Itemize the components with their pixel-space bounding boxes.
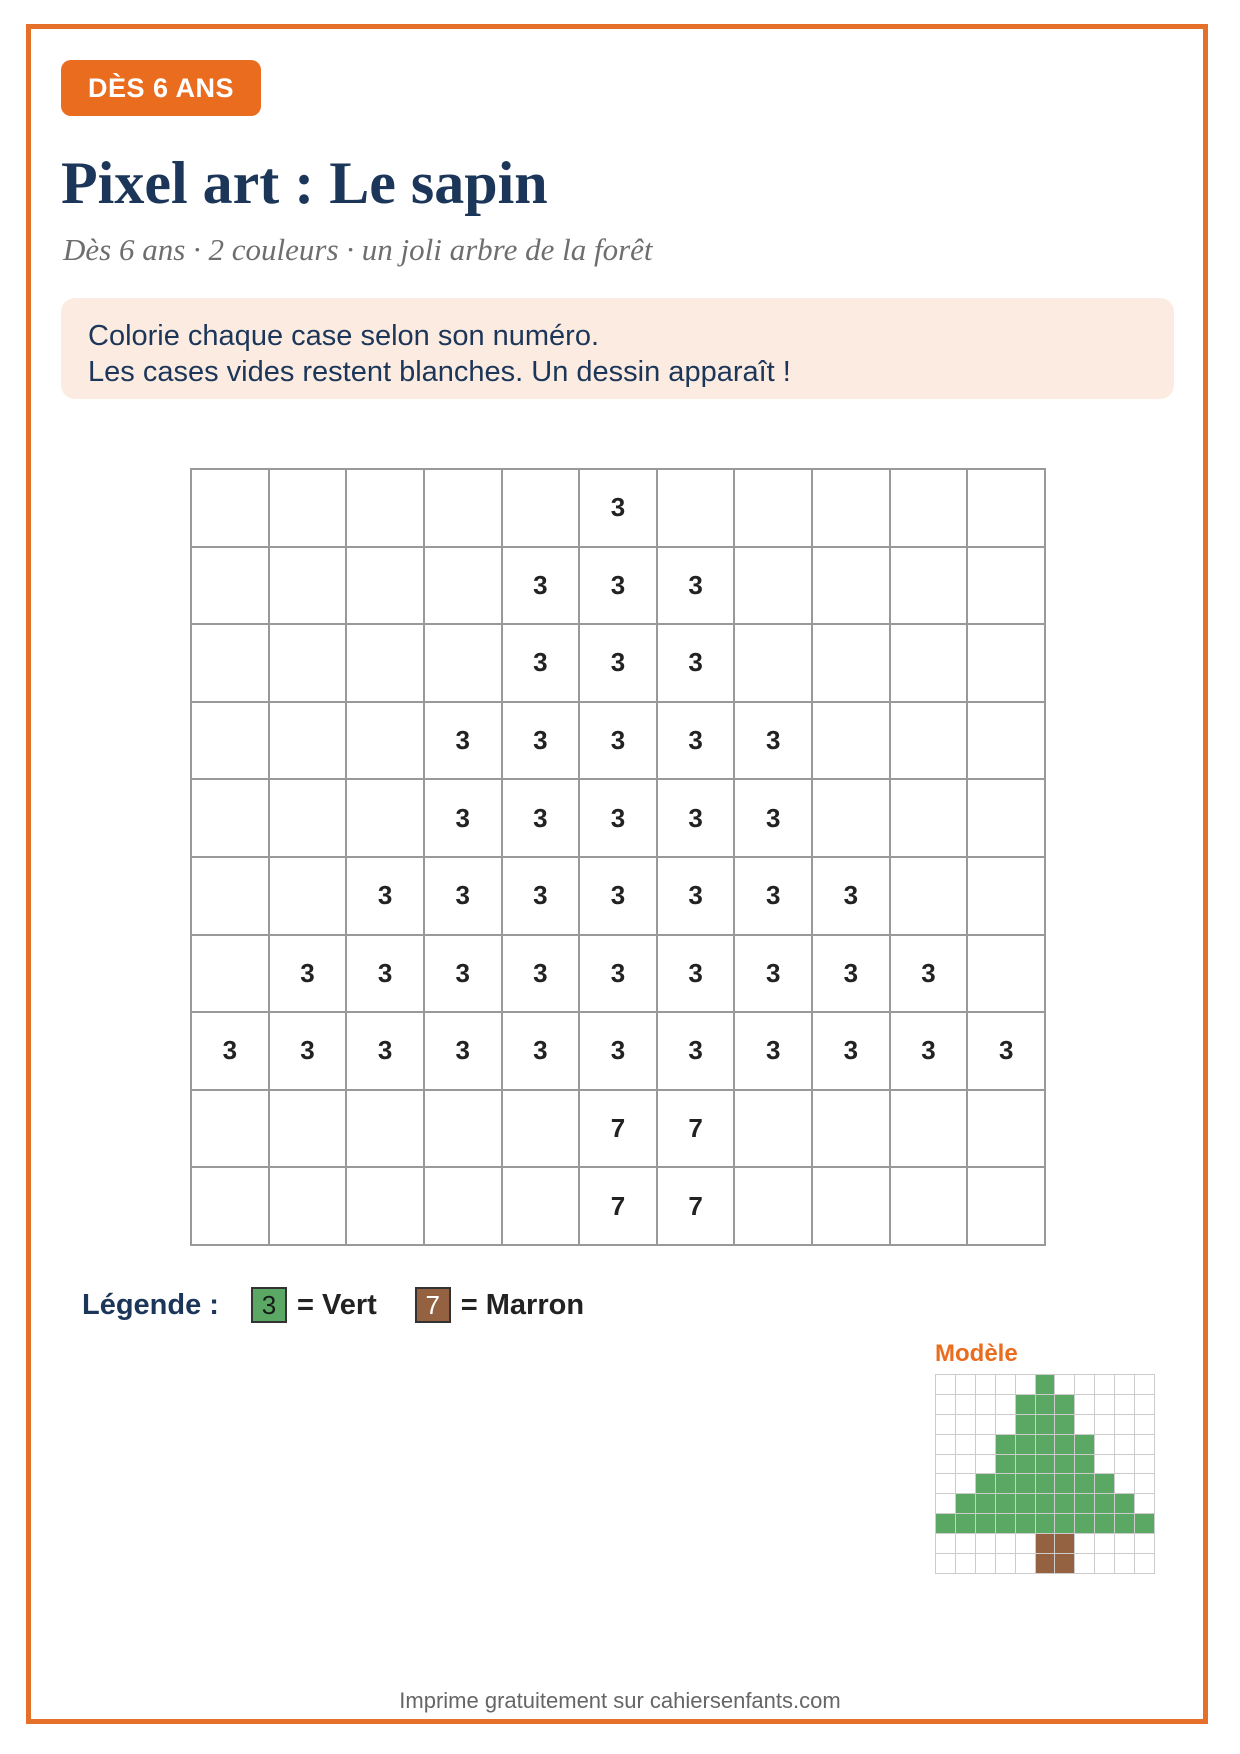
model-cell bbox=[1075, 1375, 1095, 1395]
model-cell bbox=[1115, 1494, 1135, 1514]
model-cell bbox=[1036, 1514, 1056, 1534]
model-cell bbox=[976, 1474, 996, 1494]
grid-cell bbox=[192, 1168, 270, 1246]
model-cell bbox=[1115, 1415, 1135, 1435]
instructions-line-2: Les cases vides restent blanches. Un dessin apparaît ! bbox=[88, 356, 791, 388]
grid-cell: 7 bbox=[580, 1168, 658, 1246]
grid-cell bbox=[735, 625, 813, 703]
grid-cell bbox=[192, 1091, 270, 1169]
model-cell bbox=[1135, 1415, 1155, 1435]
model-cell bbox=[1036, 1494, 1056, 1514]
grid-cell bbox=[192, 625, 270, 703]
model-cell bbox=[936, 1395, 956, 1415]
grid-cell bbox=[891, 470, 969, 548]
grid-cell bbox=[425, 1168, 503, 1246]
model-cell bbox=[1115, 1474, 1135, 1494]
model-cell bbox=[976, 1514, 996, 1534]
model-cell bbox=[976, 1395, 996, 1415]
model-cell bbox=[956, 1474, 976, 1494]
model-cell bbox=[1055, 1534, 1075, 1554]
model-cell bbox=[1036, 1395, 1056, 1415]
instructions-line-1: Colorie chaque case selon son numéro. bbox=[88, 320, 600, 352]
legend-item-brown bbox=[415, 1287, 584, 1323]
grid-cell: 3 bbox=[425, 936, 503, 1014]
grid-cell: 3 bbox=[503, 703, 581, 781]
grid-cell: 3 bbox=[658, 936, 736, 1014]
grid-cell: 3 bbox=[192, 1013, 270, 1091]
grid-cell bbox=[968, 625, 1046, 703]
grid-cell: 3 bbox=[658, 858, 736, 936]
grid-cell bbox=[813, 703, 891, 781]
model-cell bbox=[1016, 1375, 1036, 1395]
model-cell bbox=[976, 1435, 996, 1455]
grid-cell: 3 bbox=[425, 858, 503, 936]
grid-cell bbox=[425, 625, 503, 703]
grid-cell: 3 bbox=[891, 936, 969, 1014]
model-cell bbox=[1036, 1554, 1056, 1574]
grid-cell bbox=[968, 703, 1046, 781]
grid-cell bbox=[347, 1168, 425, 1246]
model-cell bbox=[1055, 1455, 1075, 1475]
grid-cell: 3 bbox=[658, 780, 736, 858]
grid-cell: 3 bbox=[580, 703, 658, 781]
model-cell bbox=[1016, 1415, 1036, 1435]
grid-cell bbox=[813, 470, 891, 548]
model-cell bbox=[1016, 1435, 1036, 1455]
grid-cell bbox=[735, 470, 813, 548]
grid-cell: 3 bbox=[891, 1013, 969, 1091]
legend-title: Légende : bbox=[82, 1288, 219, 1321]
legend-swatch-brown: 7 bbox=[415, 1287, 451, 1323]
grid-cell bbox=[503, 1091, 581, 1169]
model-preview-grid bbox=[935, 1374, 1155, 1574]
grid-cell bbox=[347, 548, 425, 626]
grid-cell: 3 bbox=[503, 858, 581, 936]
page-title: Pixel art : Le sapin bbox=[61, 150, 548, 216]
grid-cell bbox=[891, 1168, 969, 1246]
model-cell bbox=[936, 1435, 956, 1455]
model-cell bbox=[1115, 1514, 1135, 1534]
grid-cell bbox=[425, 470, 503, 548]
grid-cell bbox=[968, 780, 1046, 858]
grid-cell: 3 bbox=[270, 1013, 348, 1091]
coloring-grid bbox=[190, 468, 1046, 1246]
model-cell bbox=[1115, 1554, 1135, 1574]
grid-cell bbox=[192, 703, 270, 781]
grid-cell bbox=[968, 548, 1046, 626]
grid-cell bbox=[813, 780, 891, 858]
model-cell bbox=[1135, 1435, 1155, 1455]
grid-cell bbox=[813, 1091, 891, 1169]
model-cell bbox=[936, 1375, 956, 1395]
grid-cell bbox=[270, 780, 348, 858]
model-cell bbox=[956, 1375, 976, 1395]
grid-cell: 3 bbox=[503, 548, 581, 626]
model-cell bbox=[1095, 1375, 1115, 1395]
model-cell bbox=[1135, 1375, 1155, 1395]
model-cell bbox=[1095, 1435, 1115, 1455]
model-cell bbox=[1016, 1395, 1036, 1415]
grid-cell bbox=[735, 548, 813, 626]
model-cell bbox=[1115, 1435, 1135, 1455]
model-cell bbox=[1016, 1534, 1036, 1554]
page-subtitle: Dès 6 ans · 2 couleurs · un joli arbre de la forêt bbox=[63, 232, 653, 267]
model-cell bbox=[1135, 1494, 1155, 1514]
model-cell bbox=[936, 1534, 956, 1554]
grid-cell bbox=[891, 625, 969, 703]
grid-cell: 3 bbox=[580, 548, 658, 626]
model-cell bbox=[1055, 1395, 1075, 1415]
model-cell bbox=[996, 1395, 1016, 1415]
model-cell bbox=[1036, 1455, 1056, 1475]
grid-cell bbox=[968, 936, 1046, 1014]
grid-cell bbox=[891, 1091, 969, 1169]
grid-cell bbox=[270, 1168, 348, 1246]
model-cell bbox=[1016, 1455, 1036, 1475]
model-cell bbox=[1075, 1415, 1095, 1435]
grid-cell: 3 bbox=[425, 703, 503, 781]
grid-cell: 3 bbox=[347, 936, 425, 1014]
model-cell bbox=[1095, 1455, 1115, 1475]
grid-cell: 3 bbox=[735, 703, 813, 781]
grid-cell: 3 bbox=[347, 1013, 425, 1091]
model-cell bbox=[1075, 1435, 1095, 1455]
model-cell bbox=[956, 1494, 976, 1514]
model-cell bbox=[1036, 1375, 1056, 1395]
model-cell bbox=[936, 1514, 956, 1534]
grid-cell: 3 bbox=[658, 1013, 736, 1091]
grid-cell: 3 bbox=[735, 936, 813, 1014]
model-cell bbox=[996, 1435, 1016, 1455]
grid-cell: 7 bbox=[658, 1168, 736, 1246]
grid-cell: 3 bbox=[658, 548, 736, 626]
grid-cell: 3 bbox=[503, 936, 581, 1014]
model-cell bbox=[1095, 1554, 1115, 1574]
model-cell bbox=[996, 1415, 1016, 1435]
model-cell bbox=[1075, 1514, 1095, 1534]
grid-cell: 7 bbox=[580, 1091, 658, 1169]
model-cell bbox=[996, 1455, 1016, 1475]
model-cell bbox=[1016, 1554, 1036, 1574]
grid-cell bbox=[891, 548, 969, 626]
grid-cell bbox=[192, 548, 270, 626]
model-cell bbox=[956, 1435, 976, 1455]
grid-cell bbox=[425, 548, 503, 626]
model-cell bbox=[1115, 1534, 1135, 1554]
grid-cell bbox=[813, 548, 891, 626]
model-cell bbox=[1036, 1435, 1056, 1455]
model-cell bbox=[1095, 1494, 1115, 1514]
instructions-box bbox=[61, 298, 1174, 399]
grid-cell bbox=[968, 1168, 1046, 1246]
legend-item-green bbox=[251, 1287, 377, 1323]
grid-cell bbox=[658, 470, 736, 548]
grid-cell bbox=[347, 470, 425, 548]
grid-cell bbox=[270, 1091, 348, 1169]
model-cell bbox=[1095, 1395, 1115, 1415]
legend-label-green: = Vert bbox=[296, 1288, 377, 1321]
model-cell bbox=[1016, 1494, 1036, 1514]
grid-cell: 3 bbox=[813, 858, 891, 936]
model-cell bbox=[936, 1554, 956, 1574]
grid-cell bbox=[735, 1091, 813, 1169]
footer-text: Imprime gratuitement sur cahiersenfants.com bbox=[399, 1688, 841, 1713]
grid-cell bbox=[891, 780, 969, 858]
model-cell bbox=[1135, 1395, 1155, 1415]
model-cell bbox=[1055, 1375, 1075, 1395]
model-cell bbox=[976, 1534, 996, 1554]
model-cell bbox=[1036, 1474, 1056, 1494]
model-cell bbox=[1095, 1474, 1115, 1494]
model-cell bbox=[936, 1474, 956, 1494]
model-cell bbox=[1075, 1474, 1095, 1494]
grid-cell bbox=[270, 858, 348, 936]
model-cell bbox=[1075, 1455, 1095, 1475]
model-cell bbox=[1016, 1474, 1036, 1494]
model-cell bbox=[1095, 1415, 1115, 1435]
model-cell bbox=[956, 1514, 976, 1534]
grid-cell bbox=[192, 780, 270, 858]
model-cell bbox=[1075, 1554, 1095, 1574]
grid-cell bbox=[735, 1168, 813, 1246]
grid-cell bbox=[891, 703, 969, 781]
legend bbox=[82, 1283, 622, 1327]
model-cell bbox=[1055, 1554, 1075, 1574]
grid-cell: 3 bbox=[580, 858, 658, 936]
grid-cell bbox=[270, 470, 348, 548]
model-cell bbox=[1075, 1395, 1095, 1415]
model-cell bbox=[996, 1554, 1016, 1574]
grid-cell: 3 bbox=[503, 780, 581, 858]
grid-cell bbox=[347, 780, 425, 858]
model-cell bbox=[996, 1375, 1016, 1395]
model-cell bbox=[1135, 1514, 1155, 1534]
model-cell bbox=[1135, 1534, 1155, 1554]
grid-cell bbox=[503, 1168, 581, 1246]
model-cell bbox=[1095, 1534, 1115, 1554]
grid-cell: 3 bbox=[813, 936, 891, 1014]
model-label: Modèle bbox=[935, 1340, 1018, 1367]
model-cell bbox=[996, 1474, 1016, 1494]
model-cell bbox=[976, 1375, 996, 1395]
model-cell bbox=[1055, 1514, 1075, 1534]
model-cell bbox=[936, 1415, 956, 1435]
model-cell bbox=[1135, 1455, 1155, 1475]
model-cell bbox=[976, 1415, 996, 1435]
grid-cell: 3 bbox=[347, 858, 425, 936]
grid-cell bbox=[813, 1168, 891, 1246]
model-cell bbox=[1115, 1455, 1135, 1475]
grid-cell bbox=[347, 625, 425, 703]
grid-cell: 3 bbox=[968, 1013, 1046, 1091]
grid-cell: 3 bbox=[580, 780, 658, 858]
model-cell bbox=[976, 1554, 996, 1574]
model-cell bbox=[1036, 1415, 1056, 1435]
grid-cell bbox=[503, 470, 581, 548]
grid-cell: 3 bbox=[503, 625, 581, 703]
model-cell bbox=[956, 1395, 976, 1415]
age-badge: DÈS 6 ANS bbox=[61, 60, 261, 116]
grid-cell: 7 bbox=[658, 1091, 736, 1169]
grid-cell: 3 bbox=[735, 780, 813, 858]
grid-cell: 3 bbox=[658, 625, 736, 703]
grid-cell bbox=[270, 703, 348, 781]
grid-cell bbox=[192, 470, 270, 548]
model-cell bbox=[1115, 1375, 1135, 1395]
grid-cell: 3 bbox=[735, 858, 813, 936]
model-cell bbox=[936, 1455, 956, 1475]
grid-cell: 3 bbox=[425, 780, 503, 858]
model-cell bbox=[1135, 1554, 1155, 1574]
model-cell bbox=[1075, 1534, 1095, 1554]
model-cell bbox=[956, 1534, 976, 1554]
grid-cell: 3 bbox=[735, 1013, 813, 1091]
grid-cell bbox=[192, 936, 270, 1014]
grid-cell: 3 bbox=[580, 470, 658, 548]
grid-cell bbox=[891, 858, 969, 936]
model-cell bbox=[1055, 1494, 1075, 1514]
legend-label-brown: = Marron bbox=[460, 1288, 585, 1321]
grid-cell: 3 bbox=[580, 1013, 658, 1091]
grid-cell bbox=[968, 1091, 1046, 1169]
model-cell bbox=[1135, 1474, 1155, 1494]
model-cell bbox=[936, 1494, 956, 1514]
model-cell bbox=[1036, 1534, 1056, 1554]
grid-cell bbox=[347, 703, 425, 781]
grid-cell: 3 bbox=[425, 1013, 503, 1091]
model-cell bbox=[976, 1494, 996, 1514]
grid-cell bbox=[425, 1091, 503, 1169]
model-cell bbox=[1016, 1514, 1036, 1534]
model-cell bbox=[1075, 1494, 1095, 1514]
grid-cell bbox=[347, 1091, 425, 1169]
model-cell bbox=[1095, 1514, 1115, 1534]
grid-cell bbox=[270, 625, 348, 703]
grid-cell: 3 bbox=[580, 625, 658, 703]
model-cell bbox=[1115, 1395, 1135, 1415]
grid-cell bbox=[192, 858, 270, 936]
grid-cell: 3 bbox=[580, 936, 658, 1014]
model-cell bbox=[956, 1415, 976, 1435]
grid-cell bbox=[968, 470, 1046, 548]
grid-cell: 3 bbox=[658, 703, 736, 781]
model-cell bbox=[1055, 1435, 1075, 1455]
grid-cell: 3 bbox=[813, 1013, 891, 1091]
model-cell bbox=[976, 1455, 996, 1475]
model-cell bbox=[996, 1534, 1016, 1554]
model-cell bbox=[1055, 1415, 1075, 1435]
grid-cell bbox=[813, 625, 891, 703]
model-cell bbox=[996, 1494, 1016, 1514]
grid-cell bbox=[968, 858, 1046, 936]
model-cell bbox=[956, 1554, 976, 1574]
legend-swatch-green: 3 bbox=[251, 1287, 287, 1323]
grid-cell bbox=[270, 548, 348, 626]
model-cell bbox=[996, 1514, 1016, 1534]
grid-cell: 3 bbox=[503, 1013, 581, 1091]
model-cell bbox=[956, 1455, 976, 1475]
model-cell bbox=[1055, 1474, 1075, 1494]
grid-cell: 3 bbox=[270, 936, 348, 1014]
